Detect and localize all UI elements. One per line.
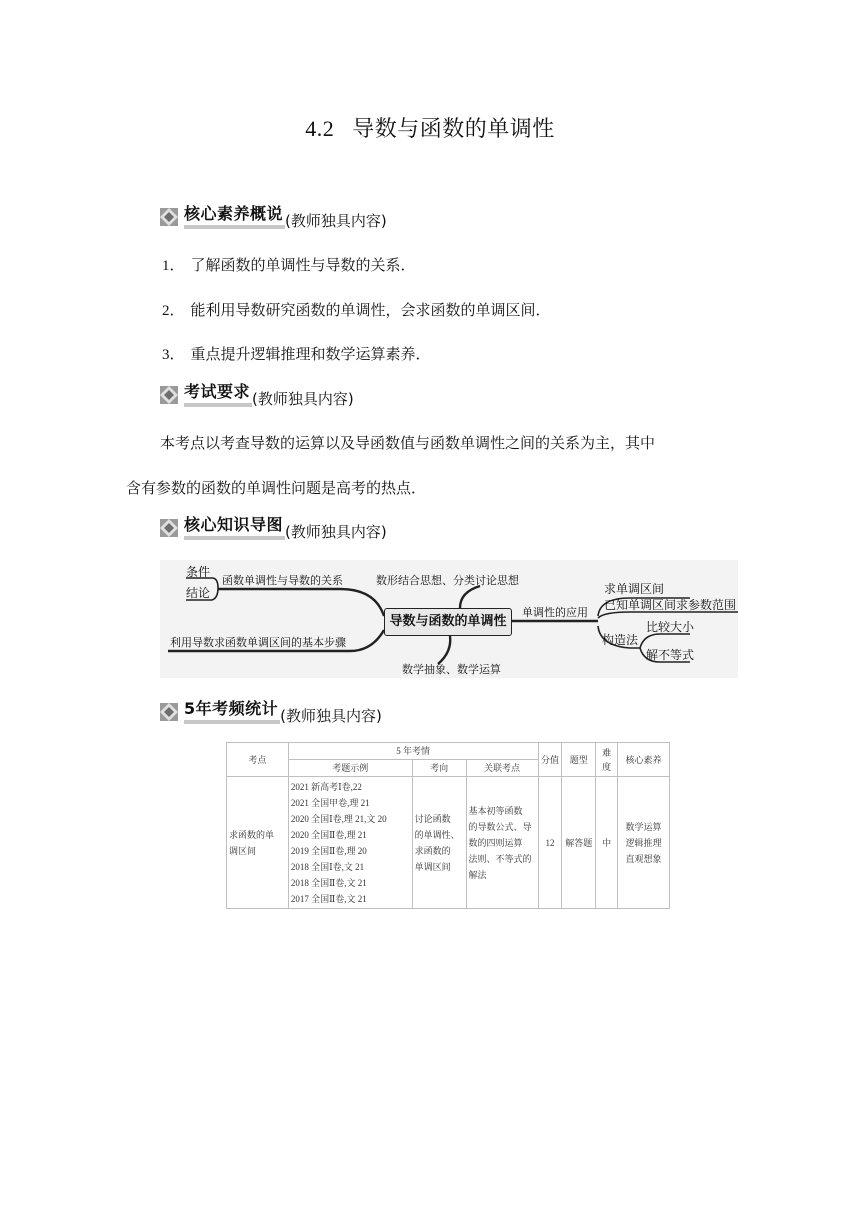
cell-line: 求函数的单 bbox=[229, 829, 275, 840]
section-title: 核心知识导图 bbox=[184, 514, 285, 540]
cell-line: 讨论函数 bbox=[414, 813, 451, 824]
mindmap-compare: 比较大小 bbox=[646, 620, 695, 634]
diamond-icon bbox=[160, 208, 178, 226]
section-title: 5年考频统计 bbox=[184, 698, 280, 724]
title-text: 导数与函数的单调性 bbox=[352, 117, 555, 142]
cell-related bbox=[466, 777, 538, 909]
cell-literacy bbox=[618, 777, 670, 909]
table-row bbox=[227, 777, 670, 909]
section-note: (教师独具内容) bbox=[285, 212, 387, 230]
header-type: 题型 bbox=[562, 743, 596, 777]
header-direction: 考向 bbox=[412, 760, 466, 777]
exam-frequency-table bbox=[226, 742, 670, 909]
header-kaodian: 考点 bbox=[227, 743, 289, 777]
mindmap-thought: 数形结合思想、分类讨论思想 bbox=[376, 574, 519, 587]
cell-line: 调区间 bbox=[229, 845, 257, 856]
cell-line: 逻辑推理 bbox=[625, 837, 662, 848]
mindmap-app-interval: 求单调区间 bbox=[604, 582, 665, 596]
section-note: (教师独具内容) bbox=[280, 707, 382, 725]
mindmap-condition: 条件 bbox=[186, 565, 211, 579]
header-literacy: 核心素养 bbox=[618, 743, 670, 777]
cell-type: 解答题 bbox=[562, 777, 596, 909]
cell-line: 求函数的 bbox=[414, 845, 451, 856]
literacy-item bbox=[162, 344, 431, 365]
mindmap-construct: 构造法 bbox=[602, 633, 639, 647]
item-number: 3． bbox=[162, 347, 185, 363]
section-number: 4.2 bbox=[305, 116, 335, 141]
diamond-icon bbox=[160, 386, 178, 404]
section-note: (教师独具内容) bbox=[285, 523, 387, 541]
mindmap-conclusion: 结论 bbox=[186, 586, 211, 600]
cell-examples bbox=[288, 777, 412, 909]
item-number: 2． bbox=[162, 303, 185, 319]
example-item: 2019 全国Ⅱ卷,理 20 bbox=[290, 845, 367, 856]
section-title: 考试要求 bbox=[184, 381, 252, 407]
literacy-item bbox=[162, 255, 416, 276]
example-item: 2018 全国Ⅱ卷,文 21 bbox=[290, 877, 367, 888]
example-item: 2021 新高考Ⅰ卷,22 bbox=[290, 781, 362, 792]
cell-line: 单调区间 bbox=[414, 861, 451, 872]
cell-score: 12 bbox=[538, 777, 562, 909]
cell-line: 直观想象 bbox=[625, 853, 662, 864]
item-text: 了解函数的单调性与导数的关系． bbox=[190, 256, 416, 274]
example-item: 2017 全国Ⅱ卷,文 21 bbox=[290, 893, 367, 904]
table-header-row bbox=[227, 743, 670, 760]
header-score: 分值 bbox=[538, 743, 562, 777]
mindmap-center: 导数与函数的单调性 bbox=[384, 608, 512, 636]
example-item: 2020 全国Ⅰ卷,理 21,文 20 bbox=[290, 813, 387, 824]
section-heading-mindmap bbox=[160, 514, 387, 540]
section-heading-core-literacy bbox=[160, 203, 387, 229]
mindmap-app-parameter: 已知单调区间求参数范围 bbox=[604, 598, 737, 612]
mindmap-relation: 函数单调性与导数的关系 bbox=[222, 574, 343, 587]
literacy-item bbox=[162, 300, 551, 321]
cell-line: 的单调性、 bbox=[414, 829, 460, 840]
section-note: (教师独具内容) bbox=[252, 390, 354, 408]
example-item: 2020 全国Ⅱ卷,理 21 bbox=[290, 829, 367, 840]
diamond-icon bbox=[160, 703, 178, 721]
mindmap-steps: 利用导数求函数单调区间的基本步骤 bbox=[170, 636, 346, 649]
section-heading-5year-stats bbox=[160, 698, 382, 724]
mindmap-literacy: 数学抽象、数学运算 bbox=[402, 663, 501, 676]
cell-line: 数学运算 bbox=[625, 821, 662, 832]
cell-direction bbox=[412, 777, 466, 909]
cell-line: 解法 bbox=[468, 869, 487, 880]
cell-line: 基本初等函数 bbox=[468, 805, 523, 816]
mindmap-application: 单调性的应用 bbox=[522, 606, 588, 619]
example-item: 2018 全国Ⅰ卷,文 21 bbox=[290, 861, 365, 872]
page-title bbox=[0, 112, 860, 143]
mindmap-inequality: 解不等式 bbox=[646, 648, 695, 662]
cell-line: 数的四则运算 bbox=[468, 837, 523, 848]
cell-line: 的导数公式、导 bbox=[468, 821, 532, 832]
item-number: 1． bbox=[162, 258, 185, 274]
cell-kaodian bbox=[227, 777, 289, 909]
section-title: 核心素养概说 bbox=[184, 203, 285, 229]
section-heading-exam-requirement bbox=[160, 381, 354, 407]
header-difficulty: 难度 bbox=[596, 743, 618, 777]
header-example: 考题示例 bbox=[288, 760, 412, 777]
header-5year: 5 年考情 bbox=[288, 743, 538, 760]
cell-line: 法则、不等式的 bbox=[468, 853, 532, 864]
item-text: 重点提升逻辑推理和数学运算素养． bbox=[190, 345, 431, 363]
example-item: 2021 全国甲卷,理 21 bbox=[290, 797, 370, 808]
diamond-icon bbox=[160, 519, 178, 537]
item-text: 能利用导数研究函数的单调性，会求函数的单调区间． bbox=[190, 301, 551, 319]
exam-requirement-line: 含有参数的函数的单调性问题是高考的热点． bbox=[126, 479, 427, 497]
cell-difficulty: 中 bbox=[596, 777, 618, 909]
exam-requirement-line: 本考点以考查导数的运算以及导函数值与函数单调性之间的关系为主，其中 bbox=[160, 434, 656, 452]
knowledge-mindmap bbox=[160, 560, 738, 678]
header-related: 关联考点 bbox=[466, 760, 538, 777]
